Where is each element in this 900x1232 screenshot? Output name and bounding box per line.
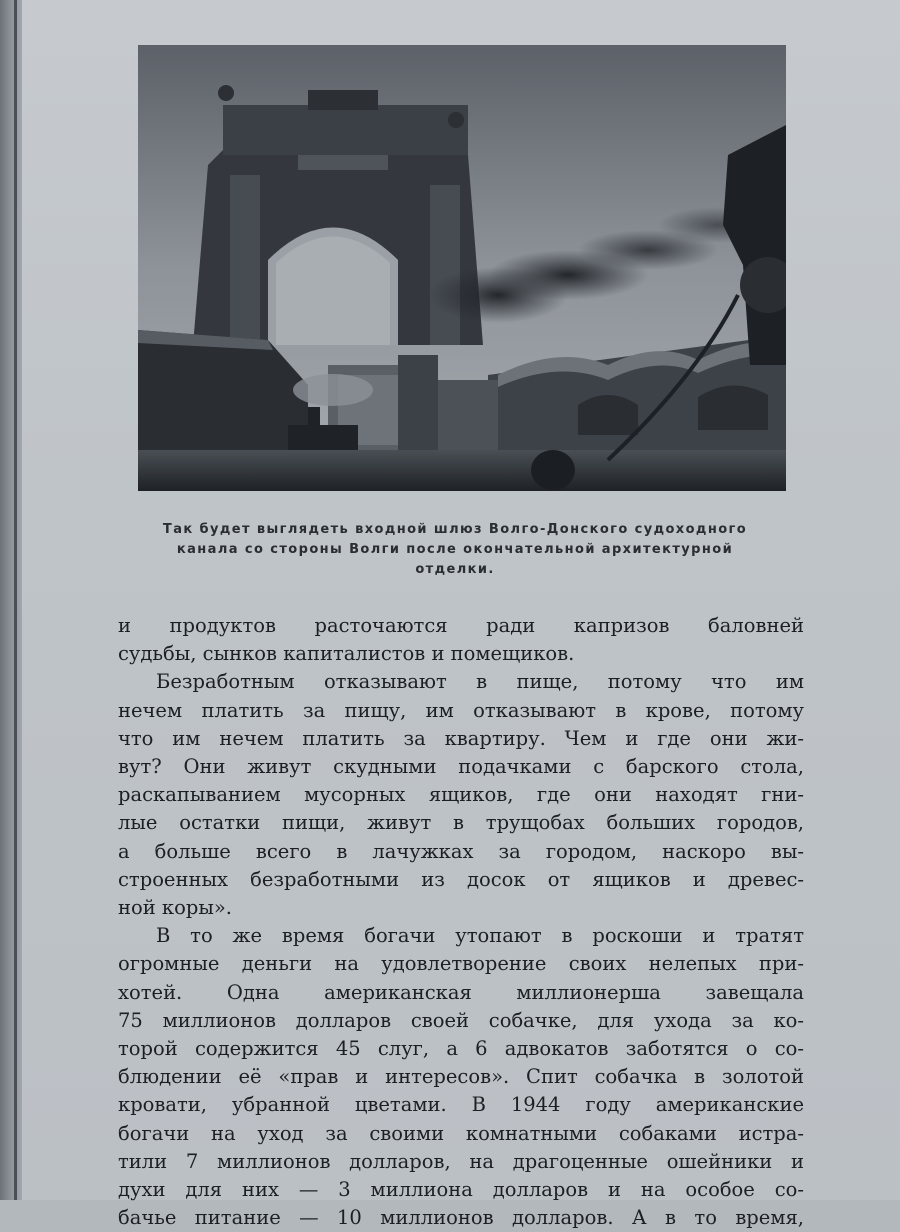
text-line: В то же время богачи утопают в роскоши и тратят bbox=[156, 924, 804, 948]
caption-line: канала со стороны Волги после окончательной архитектурной bbox=[176, 542, 734, 557]
caption-line: Так будет выглядеть входной шлюз Волго-Донского судоходного bbox=[162, 522, 748, 537]
book-gutter bbox=[14, 0, 17, 1200]
caption-line: отделки. bbox=[415, 562, 495, 577]
text-line: а больше всего в лачужках за городом, наскоро вы- bbox=[118, 839, 804, 863]
text-line: ной коры». bbox=[118, 896, 232, 920]
text-line: духи для них — 3 миллиона долларов и на особое со- bbox=[118, 1178, 804, 1202]
text-line: судьбы, сынков капиталистов и помещиков. bbox=[118, 642, 575, 666]
text-line: хотей. Одна американская миллионерша завещала bbox=[118, 980, 804, 1004]
text-line: богачи на уход за своими комнатными собаками истра- bbox=[118, 1121, 804, 1145]
text-line: тили 7 миллионов долларов, на драгоценные ошейники и bbox=[118, 1149, 804, 1173]
text-line: бачье питание — 10 миллионов долларов. А в то время, bbox=[118, 1206, 804, 1230]
text-line: и продуктов расточаются ради капризов баловней bbox=[118, 614, 804, 637]
text-line: раскапыванием мусорных ящиков, где они находят гни- bbox=[118, 783, 804, 807]
illustration-lock-gateway bbox=[138, 45, 786, 491]
text-line: 75 миллионов долларов своей собачке, для ухода за ко- bbox=[118, 1008, 804, 1032]
text-line: кровати, убранной цветами. В 1944 году американские bbox=[118, 1093, 804, 1117]
illustration-caption bbox=[110, 520, 800, 580]
previous-page-edge bbox=[0, 0, 22, 1200]
text-line: строенных безработными из досок от ящиков и древес- bbox=[118, 867, 804, 891]
text-line: торой содержится 45 слуг, а 6 адвокатов заботятся о со- bbox=[118, 1037, 804, 1061]
text-line: лые остатки пищи, живут в трущобах больших городов, bbox=[118, 811, 804, 835]
text-line: что им нечем платить за квартиру. Чем и где они жи- bbox=[118, 726, 804, 750]
text-line: огромные деньги на удовлетворение своих нелепых при- bbox=[118, 952, 804, 976]
text-line: блюдении её «прав и интересов». Спит собачка в золотой bbox=[118, 1065, 804, 1089]
text-line: Безработным отказывают в пище, потому что им bbox=[156, 670, 804, 694]
body-text bbox=[118, 612, 804, 1232]
text-line: вут? Они живут скудными подачками с барского стола, bbox=[118, 755, 804, 779]
text-line: нечем платить за пищу, им отказывают в крове, потому bbox=[118, 698, 804, 722]
